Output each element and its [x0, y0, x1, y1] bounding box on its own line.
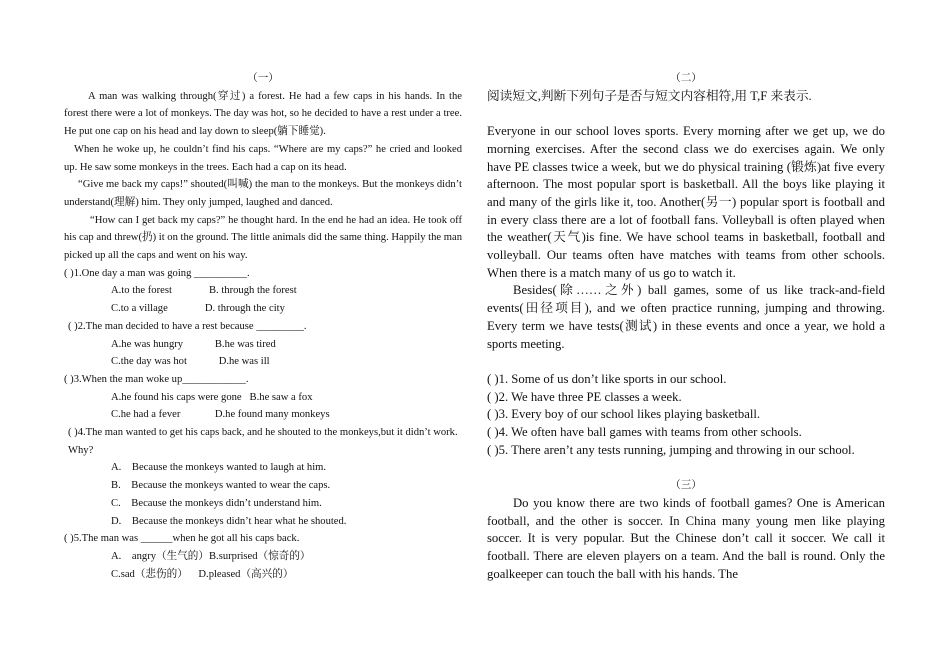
question-option-row: A.he was hungry B.he was tired [111, 338, 276, 350]
question-option-row: A.he found his caps were gone B.he saw a fox [111, 391, 313, 403]
question-option-row: A. Because the monkeys wanted to laugh at him. [111, 462, 327, 474]
question-option-row: A. angry（生气的）B.surprised（惊奇的） [111, 550, 311, 562]
question-option-row: B. Because the monkeys wanted to wear the caps. [111, 480, 331, 492]
question-2 [64, 318, 462, 371]
statement-4: ( )4. We often have ball games with teams from other schools. [487, 425, 802, 440]
question-option-row: C. Because the monkeys didn’t understand him. [111, 497, 322, 509]
section-2-instruction: 阅读短文,判断下列句子是否与短文内容相符,用 T,F 来表示. [487, 88, 812, 103]
question-4 [64, 424, 462, 530]
passage-1-paragraph-2: When he woke up, he couldn’t find his caps. “Where are my caps?” he cried and looked up. He saw some monkeys in the trees. Each had a cap on its head. [64, 143, 462, 173]
question-stem: ( )5.The man was ______when he got all his caps back. [64, 533, 300, 545]
question-5 [64, 530, 462, 583]
passage-1-paragraph-1: A man was walking through(穿过) a forest. He had a few caps in his hands. In the forest there were a lot of monkeys. The day was hot, so he decided to have a rest under a tree. He put one cap on his head and lay down to sleep(躺下睡觉). [64, 90, 462, 138]
question-stem: ( )2.The man decided to have a rest because _________. [68, 320, 307, 332]
question-option-row: C.the day was hot D.he was ill [111, 356, 270, 368]
section-1-heading: （一） [247, 73, 279, 84]
spacer [487, 459, 885, 477]
question-option-row: C.sad（悲伤的） D.pleased（高兴的） [111, 568, 294, 580]
question-stem: ( )4.The man wanted to get his caps back, and he shouted to the monkeys,but it didn’t work. Why? [68, 427, 458, 456]
spacer [487, 105, 885, 123]
passage-3-paragraph-1: Do you know there are two kinds of football games? One is American football, and the other is soccer. In China many young men like playing soccer. It is very popular. But the Chinese don’t call it soccer. We call it football. There are eleven players on a team. And the ball is round. Only the goalkeeper can touch the ball with his hands. The [487, 495, 885, 581]
right-column [487, 70, 885, 583]
statement-5: ( )5. There aren’t any tests running, jumping and throwing in our school. [487, 442, 855, 457]
question-stem: ( )1.One day a man was going __________. [64, 267, 250, 279]
question-option-row: C.he had a fever D.he found many monkeys [111, 409, 330, 421]
question-option-row: D. Because the monkeys didn’t hear what he shouted. [111, 515, 347, 527]
statement-1: ( )1. Some of us don’t like sports in our school. [487, 371, 727, 386]
section-3-heading: （三） [670, 480, 702, 492]
spacer [487, 353, 885, 371]
left-column [64, 70, 462, 583]
question-1 [64, 265, 462, 318]
passage-2-paragraph-2: Besides(除……之外) ball games, some of us like track-and-field events(田径项目), and we often practice running, jumping and throwing. Every term we have tests(测试) in these events and once a year, we hold a sports meeting. [487, 283, 885, 351]
statement-list [487, 371, 885, 460]
statement-3: ( )3. Every boy of our school likes playing basketball. [487, 407, 761, 422]
passage-2-paragraph-1: Everyone in our school loves sports. Every morning after we get up, we do morning exercises. After the second class we do exercises again. We only have PE classes twice a week, but we do physical training (锻炼)at five every afternoon. The most popular sport is basketball. All the boys like playing it and many of the girls like it, too. Another(另一) popular sport is football and in every class there are a lot of football fans. Volleyball is often played when the weather(天气)is fine. We have school teams in basketball, football and volleyball. Our teams often have matches with teams from other schools. When there is a match many of us go to watch it. [487, 124, 885, 280]
passage-1-paragraph-3: “Give me back my caps!” shouted(叫喊) the man to the monkeys. But the monkeys didn’t understand(理解) him. They only jumped, laughed and danced. [64, 179, 462, 208]
question-3 [64, 371, 462, 424]
statement-2: ( )2. We have three PE classes a week. [487, 389, 682, 404]
question-stem: ( )3.When the man woke up____________. [64, 373, 249, 385]
question-option-row: C.to a village D. through the city [111, 303, 285, 315]
passage-1-paragraph-4: “How can I get back my caps?” he thought hard. In the end he had an idea. He took off his cap and threw(扔) it on the ground. The little animals did the same thing. Happily the man picked up all the caps and went on his way. [64, 214, 462, 262]
question-option-row: A.to the forest B. through the forest [111, 285, 297, 297]
section-2-heading: （二） [670, 73, 702, 84]
